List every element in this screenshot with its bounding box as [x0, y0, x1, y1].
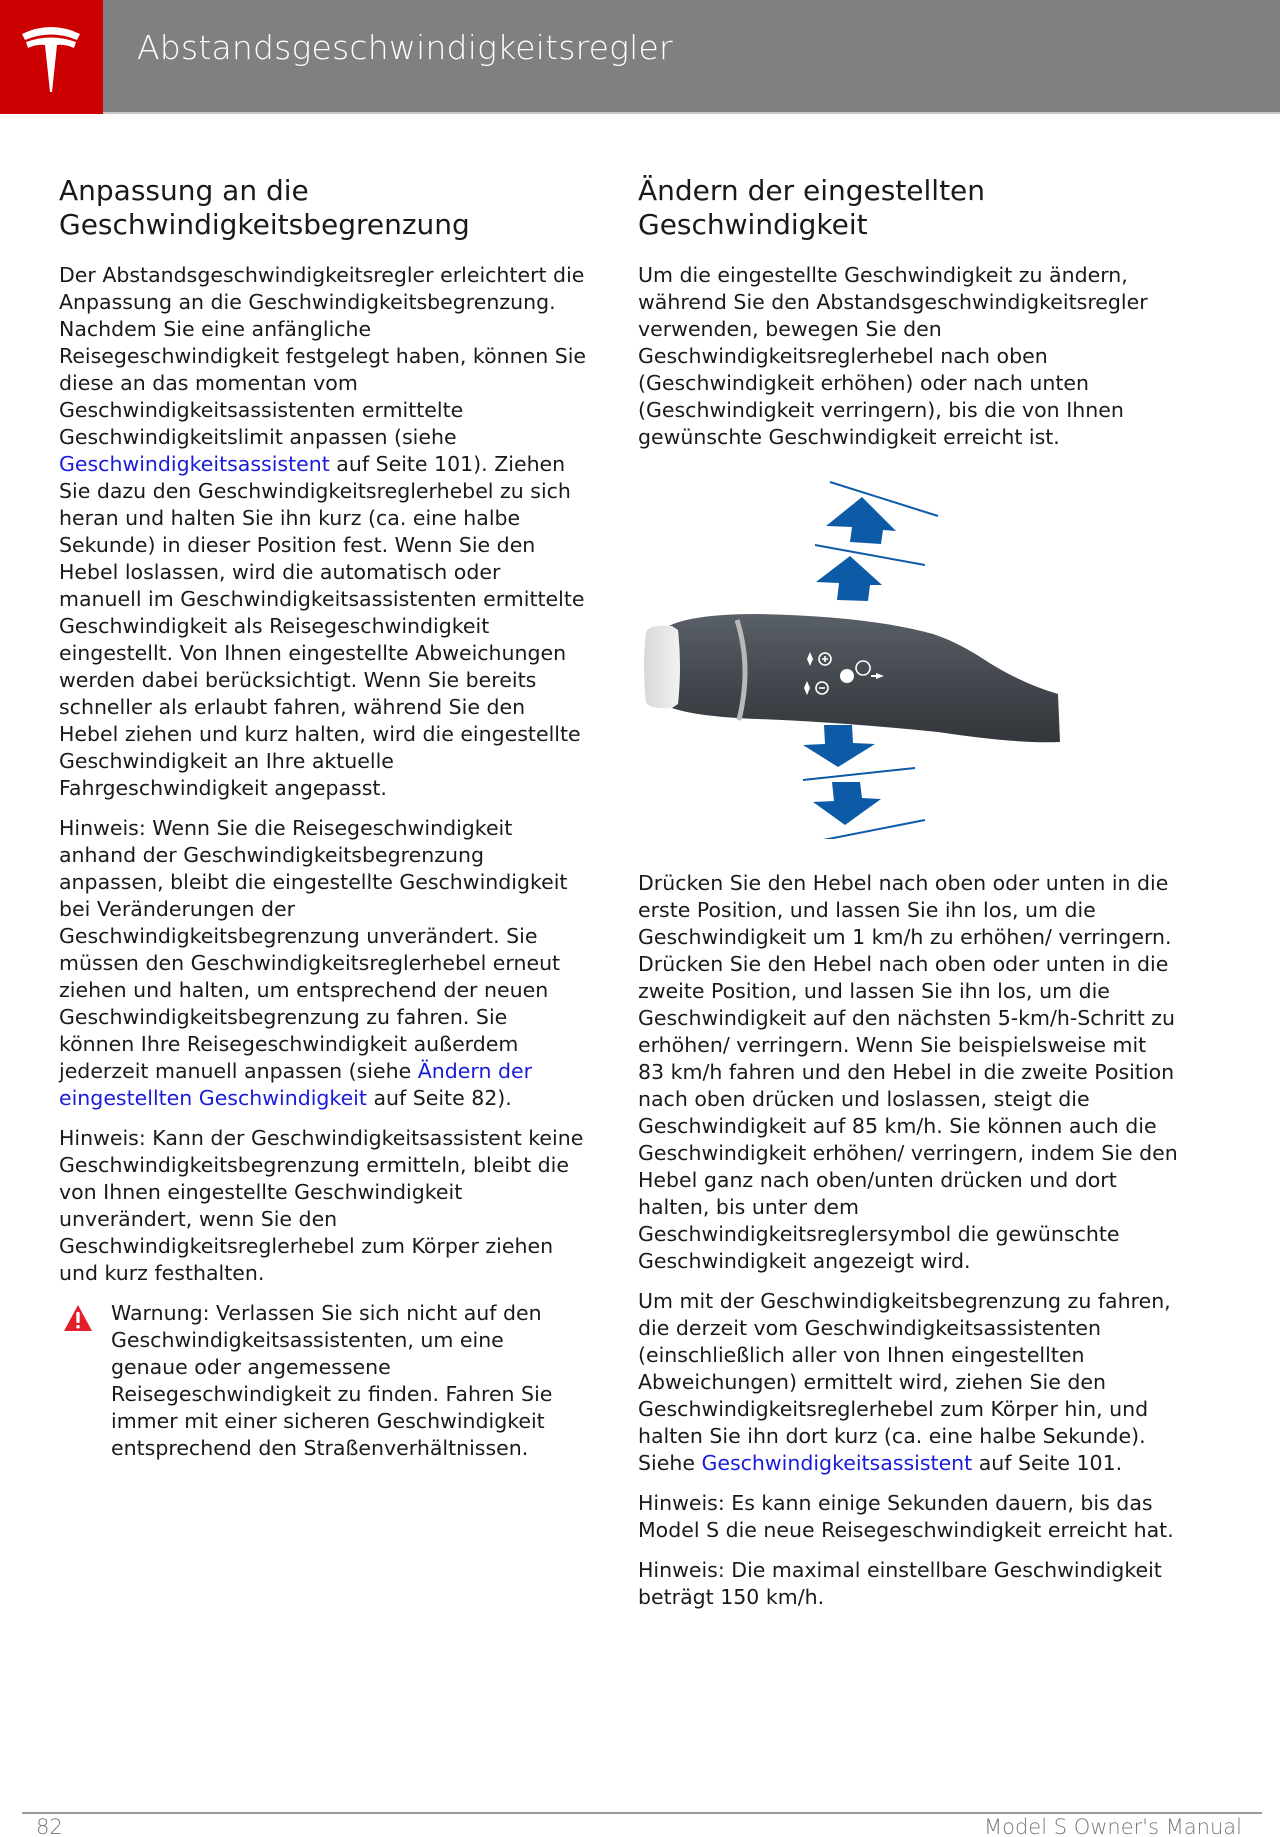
page-title: Abstandsgeschwindigkeitsregler	[137, 28, 673, 67]
page-number: 82	[36, 1815, 63, 1837]
footer-divider	[22, 1812, 1262, 1814]
note-paragraph: Hinweis: Die maximal einstellbare Geschwindigkeit beträgt 150 km/h.	[638, 1558, 1162, 1609]
section-heading-change-speed: Ändern der eingestellten Geschwindigkeit	[638, 174, 986, 241]
lever-diagram	[638, 464, 1178, 839]
warning-text: Warnung: Verlassen Sie sich nicht auf den Geschwindigkeitsassistenten, um eine genaue oder angemessene Reisegeschwindigkeit zu finden. Fahren Sie immer mit einer sicheren Geschwindigkeit entsprechend den Straßenverhältnissen.	[111, 1301, 553, 1460]
manual-title: Model S Owner's Manual	[984, 1815, 1242, 1837]
link-change-set-speed[interactable]: Ändern der eingestellten Geschwindigkeit	[59, 1059, 533, 1110]
note-paragraph: Hinweis: Kann der Geschwindigkeitsassistent keine Geschwindigkeitsbegrenzung ermitteln, bleibt die von Ihnen eingestellte Geschwindigkeit unverändert, wenn Sie den Geschwindigkeitsreglerhebel zum Körper ziehen und kurz festhalten.	[59, 1126, 584, 1285]
paragraph: Um mit der Geschwindigkeitsbegrenzung zu fahren, die derzeit vom Geschwindigkeitsassistenten (einschließlich aller von Ihnen eingestellten Abweichungen) ermittelt wird, ziehen Sie den Geschwindigkeitsreglerhebel zum Körper hin, und halten Sie ihn dort kurz (ca. eine halbe Sekunde). Siehe Geschwindigkeitsassistent auf Seite 101.	[638, 1289, 1171, 1475]
paragraph: Drücken Sie den Hebel nach oben oder unten in die erste Position, und lassen Sie ihn los, um die Geschwindigkeit um 1 km/h zu erhöhen/ verringern. Drücken Sie den Hebel nach oben oder unten in die zweite Position, und lassen Sie ihn los, um die Geschwindigkeit auf den nächsten 5-km/h-Schritt zu erhöhen/ verringern. Wenn Sie beispielsweise mit 83 km/h fahren und den Hebel in die zweite Position nach oben drücken und loslassen, steigt die Geschwindigkeit auf 85 km/h. Sie können auch die Geschwindigkeit erhöhen/ verringern, indem Sie den Hebel ganz nach oben/unten drücken und dort halten, bis unter dem Geschwindigkeitsreglersymbol die gewünschte Geschwindigkeit angezeigt wird.	[638, 871, 1178, 1273]
left-column	[59, 174, 587, 1475]
right-column	[638, 174, 1178, 1624]
page-header	[0, 0, 1280, 114]
note-paragraph: Hinweis: Es kann einige Sekunden dauern, bis das Model S die neue Reisegeschwindigkeit erreicht hat.	[638, 1491, 1174, 1542]
paragraph: Um die eingestellte Geschwindigkeit zu ändern, während Sie den Abstandsgeschwindigkeitsregler verwenden, bewegen Sie den Geschwindigkeitsreglerhebel nach oben (Geschwindigkeit erhöhen) oder nach unten (Geschwindigkeit verringern), bis die von Ihnen gewünschte Geschwindigkeit erreicht ist.	[638, 263, 1148, 449]
section-heading-speed-limit: Anpassung an die Geschwindigkeitsbegrenzung	[59, 174, 470, 241]
arrow-up-icon	[816, 497, 896, 601]
warning-triangle-icon	[63, 1304, 93, 1332]
link-speed-assist[interactable]: Geschwindigkeitsassistent	[701, 1451, 973, 1475]
paragraph: Der Abstandsgeschwindigkeitsregler erleichtert die Anpassung an die Geschwindigkeitsbegrenzung. Nachdem Sie eine anfängliche Reisegeschwindigkeit festgelegt haben, können Sie diese an das momentan vom Geschwindigkeitsassistenten ermittelte Geschwindigkeitslimit anpassen (siehe Geschwindigkeitsassistent auf Seite 101). Ziehen Sie dazu den Geschwindigkeitsreglerhebel zu sich heran und halten Sie ihn kurz (ca. eine halbe Sekunde) in dieser Position fest. Wenn Sie den Hebel loslassen, wird die automatisch oder manuell im Geschwindigkeitsassistenten ermittelte Geschwindigkeit als Reisegeschwindigkeit eingestellt. Von Ihnen eingestellte Abweichungen werden dabei berücksichtigt. Wenn Sie bereits schneller als erlaubt fahren, während Sie den Hebel ziehen und kurz halten, wird die eingestellte Geschwindigkeit an Ihre aktuelle Fahrgeschwindigkeit angepasst.	[59, 263, 587, 800]
link-speed-assist[interactable]: Geschwindigkeitsassistent	[59, 452, 330, 476]
warning-block	[59, 1300, 587, 1462]
note-paragraph: Hinweis: Wenn Sie die Reisegeschwindigkeit anhand der Geschwindigkeitsbegrenzung anpassen, bleibt die eingestellte Geschwindigkeit bei Veränderungen der Geschwindigkeitsbegrenzung unverändert. Sie müssen den Geschwindigkeitsreglerhebel erneut ziehen und halten, um entsprechend der neuen Geschwindigkeitsbegrenzung zu fahren. Sie können Ihre Reisegeschwindigkeit außerdem jederzeit manuell anpassen (siehe Ändern der eingestellten Geschwindigkeit auf Seite 82).	[59, 816, 568, 1110]
tesla-logo-block	[0, 0, 103, 114]
tesla-logo-icon	[18, 20, 84, 94]
cruise-control-lever-illustration	[638, 464, 1178, 839]
